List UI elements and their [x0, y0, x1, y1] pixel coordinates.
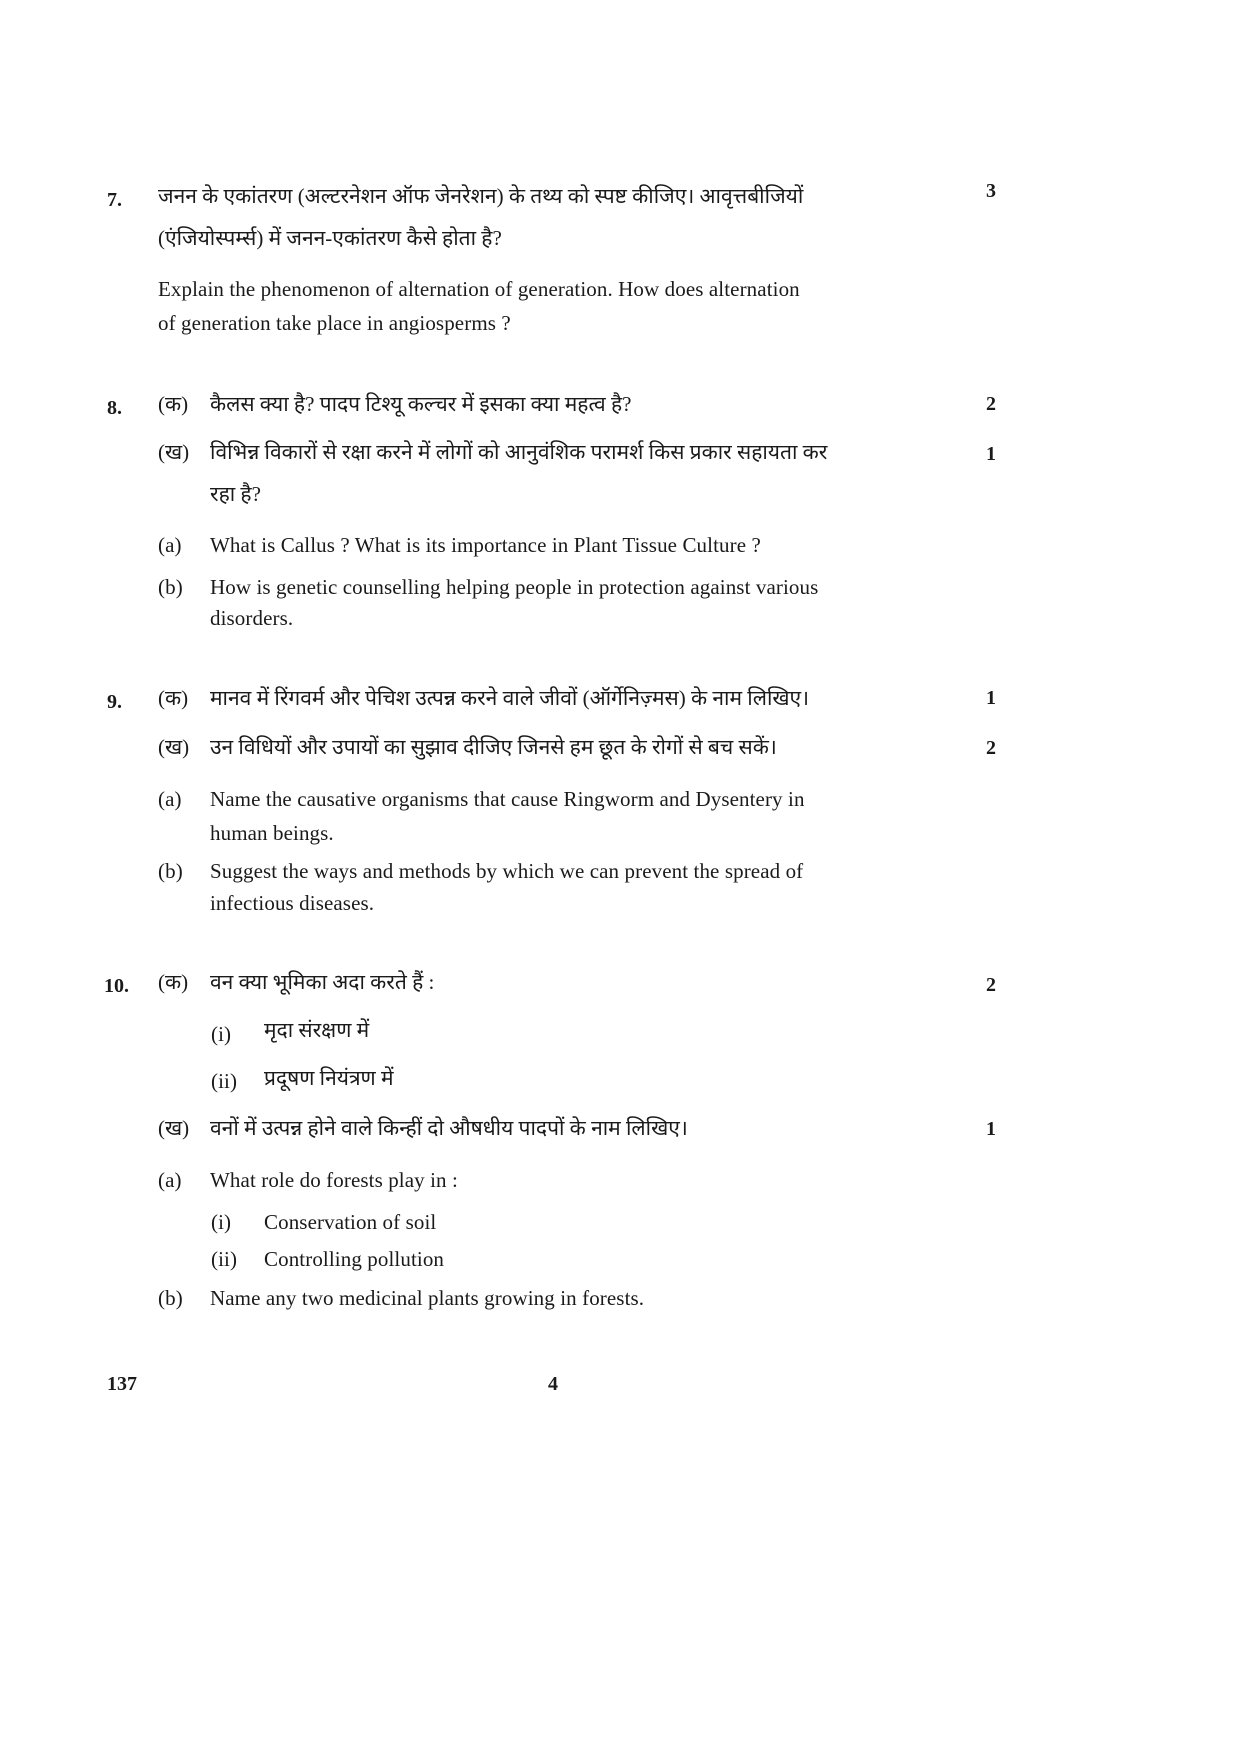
q9-b-line2: infectious diseases.	[210, 891, 375, 915]
q8-label-b: (b)	[158, 575, 183, 599]
question-number: 8.	[107, 397, 122, 419]
question-number: 10.	[104, 975, 129, 997]
q10-kha-text: वनों में उत्पन्न होने वाले किन्हीं दो औषधीय पादपों के नाम लिखिए।	[210, 1116, 688, 1140]
q10-ka-sub1-label: (i)	[211, 1022, 232, 1046]
q8-b-line1: How is genetic counselling helping people in protection against various	[210, 575, 819, 599]
q10-kha-marks: 1	[986, 1118, 996, 1140]
q10-a-sub2-label: (ii)	[211, 1247, 238, 1271]
question-number: 7.	[107, 189, 122, 211]
q7-english-line1: Explain the phenomenon of alternation of generation. How does alternation	[158, 277, 800, 301]
q10-ka-sub2-text: प्रदूषण नियंत्रण में	[264, 1066, 394, 1090]
q9-label-b: (b)	[158, 859, 183, 883]
q8-label-kha: (ख)	[158, 440, 190, 464]
page-number: 4	[548, 1373, 558, 1395]
q7-hindi-line1: जनन के एकांतरण (अल्टरनेशन ऑफ जेनरेशन) के तथ्य को स्पष्ट कीजिए। आवृत्तबीजियों	[158, 184, 804, 208]
q9-label-a: (a)	[158, 787, 182, 811]
q10-a-sub2-text: Controlling pollution	[264, 1247, 445, 1271]
q10-a-text: What role do forests play in :	[210, 1168, 458, 1192]
q10-b-text: Name any two medicinal plants growing in forests.	[210, 1286, 645, 1310]
q10-ka-text: वन क्या भूमिका अदा करते हैं :	[210, 970, 435, 994]
q8-kha-line1: विभिन्न विकारों से रक्षा करने में लोगों को आनुवंशिक परामर्श किस प्रकार सहायता कर	[210, 440, 828, 464]
q9-kha-marks: 2	[986, 737, 996, 759]
q9-b-line1: Suggest the ways and methods by which we can prevent the spread of	[210, 859, 804, 883]
q9-ka-marks: 1	[986, 687, 996, 709]
q10-ka-sub2-label: (ii)	[211, 1069, 238, 1093]
q8-label-ka: (क)	[158, 392, 189, 416]
paper-code: 137	[107, 1373, 137, 1395]
q8-a-text: What is Callus ? What is its importance in Plant Tissue Culture ?	[210, 533, 761, 557]
q9-a-line1: Name the causative organisms that cause Ringworm and Dysentery in	[210, 787, 805, 811]
q10-a-sub1-text: Conservation of soil	[264, 1210, 437, 1234]
q8-label-a: (a)	[158, 533, 182, 557]
q10-label-b: (b)	[158, 1286, 183, 1310]
q10-ka-sub1-text: मृदा संरक्षण में	[264, 1018, 370, 1042]
question-number: 9.	[107, 691, 122, 713]
q7-english-line2: of generation take place in angiosperms ?	[158, 311, 511, 335]
q7-hindi-line2: (एंजियोस्पर्म्स) में जनन-एकांतरण कैसे होता है?	[158, 226, 502, 250]
q8-kha-line2: रहा है?	[210, 482, 261, 506]
q10-label-kha: (ख)	[158, 1116, 190, 1140]
q9-kha-text: उन विधियों और उपायों का सुझाव दीजिए जिनसे हम छूत के रोगों से बच सकें।	[210, 735, 777, 759]
q10-label-a: (a)	[158, 1168, 182, 1192]
q8-ka-text: कैलस क्या है? पादप टिश्यू कल्चर में इसका क्या महत्व है?	[210, 392, 632, 416]
q8-ka-marks: 2	[986, 393, 996, 415]
q10-ka-marks: 2	[986, 974, 996, 996]
q7-marks: 3	[986, 180, 996, 202]
q9-ka-text: मानव में रिंगवर्म और पेचिश उत्पन्न करने वाले जीवों (ऑर्गेनिज़्मस) के नाम लिखिए।	[210, 686, 810, 710]
q10-a-sub1-label: (i)	[211, 1210, 232, 1234]
q10-label-ka: (क)	[158, 970, 189, 994]
q9-a-line2: human beings.	[210, 821, 334, 845]
q8-b-line2: disorders.	[210, 606, 294, 630]
q8-kha-marks: 1	[986, 443, 996, 465]
q9-label-ka: (क)	[158, 686, 189, 710]
q9-label-kha: (ख)	[158, 735, 190, 759]
